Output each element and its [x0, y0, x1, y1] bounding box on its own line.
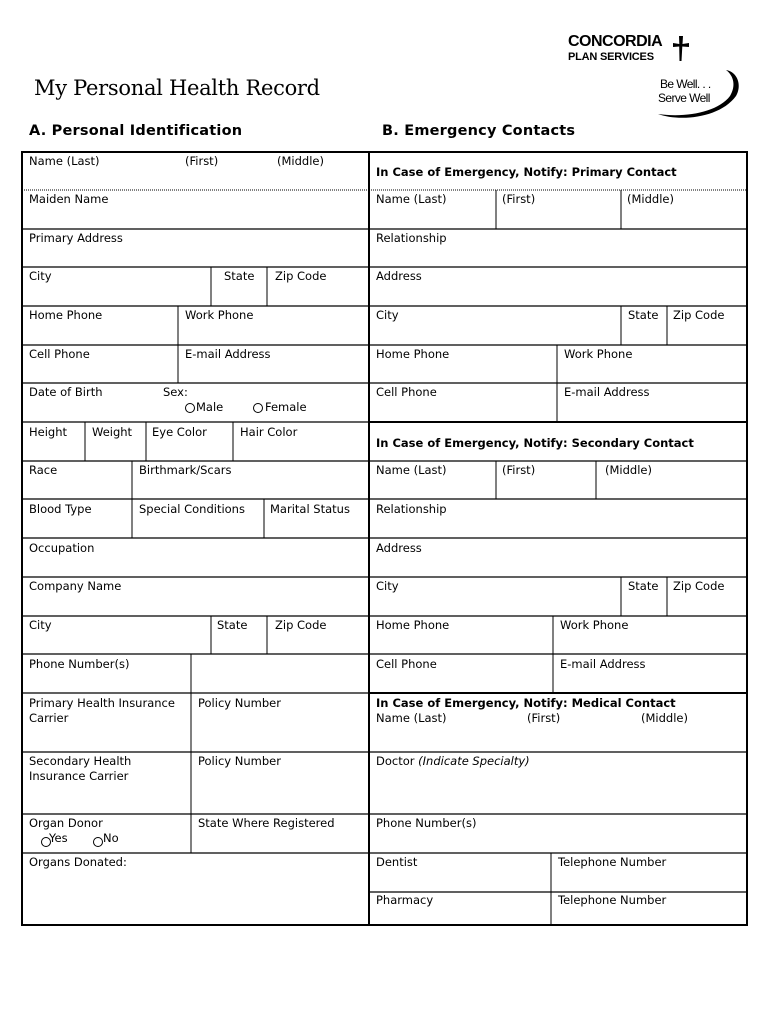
- work-phone-label: Work Phone: [185, 308, 254, 322]
- secondary-contact-heading: In Case of Emergency, Notify: Secondary Contact: [376, 436, 694, 450]
- organ-donor-no-radio[interactable]: [93, 837, 103, 847]
- phone-numbers-label: Phone Number(s): [29, 657, 130, 671]
- female-radio[interactable]: [253, 403, 263, 413]
- organ-donor-yes-label: Yes: [49, 831, 68, 845]
- cross-icon: [672, 36, 690, 62]
- city-label: City: [29, 269, 52, 283]
- p-state-label: State: [628, 308, 659, 322]
- s-home-phone-label: Home Phone: [376, 618, 450, 632]
- p-zip-label: Zip Code: [673, 308, 725, 322]
- pharmacy-phone-label: Telephone Number: [558, 893, 667, 907]
- occupation-label: Occupation: [29, 541, 95, 555]
- zip-label: Zip Code: [275, 269, 327, 283]
- p-cell-phone-label: Cell Phone: [376, 385, 437, 399]
- m-name-last-label: Name (Last): [376, 711, 447, 725]
- blood-type-label: Blood Type: [29, 502, 92, 516]
- tagline-1: Be Well. . .: [660, 77, 711, 91]
- female-label: Female: [265, 400, 307, 414]
- organs-donated-label: Organs Donated:: [29, 855, 127, 869]
- tagline-2: Serve Well: [658, 91, 710, 105]
- concordia-logo: [560, 34, 746, 124]
- m-phone-numbers-label: Phone Number(s): [376, 816, 477, 830]
- p-name-middle-label: (Middle): [627, 192, 674, 206]
- p-work-phone-label: Work Phone: [564, 347, 633, 361]
- p-email-label: E-mail Address: [564, 385, 650, 399]
- dentist-label: Dentist: [376, 855, 418, 869]
- doctor-note: (Indicate Specialty): [418, 754, 530, 768]
- logo-name: CONCORDIA: [568, 33, 663, 50]
- male-label: Male: [196, 400, 224, 414]
- secondary-insurance-label: Secondary Health Insurance Carrier: [29, 754, 132, 783]
- s-name-last-label: Name (Last): [376, 463, 447, 477]
- weight-label: Weight: [92, 425, 133, 439]
- male-radio[interactable]: [185, 403, 195, 413]
- sex-label: Sex:: [163, 385, 188, 399]
- name-first-label: (First): [185, 154, 219, 168]
- s-email-label: E-mail Address: [560, 657, 646, 671]
- m-name-first-label: (First): [527, 711, 561, 725]
- height-label: Height: [29, 425, 68, 439]
- p-relationship-label: Relationship: [376, 231, 447, 245]
- s-name-middle-label: (Middle): [605, 463, 652, 477]
- doctor-text: Doctor: [376, 754, 415, 768]
- maiden-name-label: Maiden Name: [29, 192, 109, 206]
- company-city-label: City: [29, 618, 52, 632]
- primary-insurance-label: Primary Health Insurance Carrier: [29, 696, 175, 725]
- dob-label: Date of Birth: [29, 385, 103, 399]
- special-conditions-label: Special Conditions: [139, 502, 245, 516]
- doctor-label: [376, 754, 530, 769]
- s-relationship-label: Relationship: [376, 502, 447, 516]
- s-zip-label: Zip Code: [673, 579, 725, 593]
- s-cell-phone-label: Cell Phone: [376, 657, 437, 671]
- primary-contact-heading: In Case of Emergency, Notify: Primary Contact: [376, 165, 677, 179]
- email-label: E-mail Address: [185, 347, 271, 361]
- s-name-first-label: (First): [502, 463, 536, 477]
- p-name-first-label: (First): [502, 192, 536, 206]
- state-registered-label: State Where Registered: [198, 816, 335, 830]
- page-title: My Personal Health Record: [34, 76, 320, 100]
- marital-status-label: Marital Status: [270, 502, 350, 516]
- section-b-heading: B. Emergency Contacts: [382, 123, 576, 139]
- p-city-label: City: [376, 308, 399, 322]
- organ-donor-no-label: No: [103, 831, 119, 845]
- home-phone-label: Home Phone: [29, 308, 103, 322]
- birthmark-label: Birthmark/Scars: [139, 463, 232, 477]
- race-label: Race: [29, 463, 58, 477]
- dentist-phone-label: Telephone Number: [558, 855, 667, 869]
- p-address-label: Address: [376, 269, 422, 283]
- s-work-phone-label: Work Phone: [560, 618, 629, 632]
- primary-address-label: Primary Address: [29, 231, 123, 245]
- company-name-label: Company Name: [29, 579, 122, 593]
- eye-color-label: Eye Color: [152, 425, 207, 439]
- policy-number-1-label: Policy Number: [198, 696, 281, 710]
- state-label: State: [224, 269, 255, 283]
- s-state-label: State: [628, 579, 659, 593]
- p-home-phone-label: Home Phone: [376, 347, 450, 361]
- logo-subtitle: PLAN SERVICES: [568, 51, 654, 63]
- hair-color-label: Hair Color: [240, 425, 298, 439]
- section-a-heading: A. Personal Identification: [29, 123, 243, 139]
- organ-donor-label: Organ Donor: [29, 816, 103, 830]
- cell-phone-label: Cell Phone: [29, 347, 90, 361]
- m-name-middle-label: (Middle): [641, 711, 688, 725]
- grid-lines: [21, 151, 748, 926]
- s-city-label: City: [376, 579, 399, 593]
- company-zip-label: Zip Code: [275, 618, 327, 632]
- medical-contact-heading: In Case of Emergency, Notify: Medical Contact: [376, 696, 676, 710]
- policy-number-2-label: Policy Number: [198, 754, 281, 768]
- pharmacy-label: Pharmacy: [376, 893, 434, 907]
- form-grid: [21, 151, 748, 926]
- name-middle-label: (Middle): [277, 154, 324, 168]
- p-name-last-label: Name (Last): [376, 192, 447, 206]
- company-state-label: State: [217, 618, 248, 632]
- s-address-label: Address: [376, 541, 422, 555]
- name-last-label: Name (Last): [29, 154, 100, 168]
